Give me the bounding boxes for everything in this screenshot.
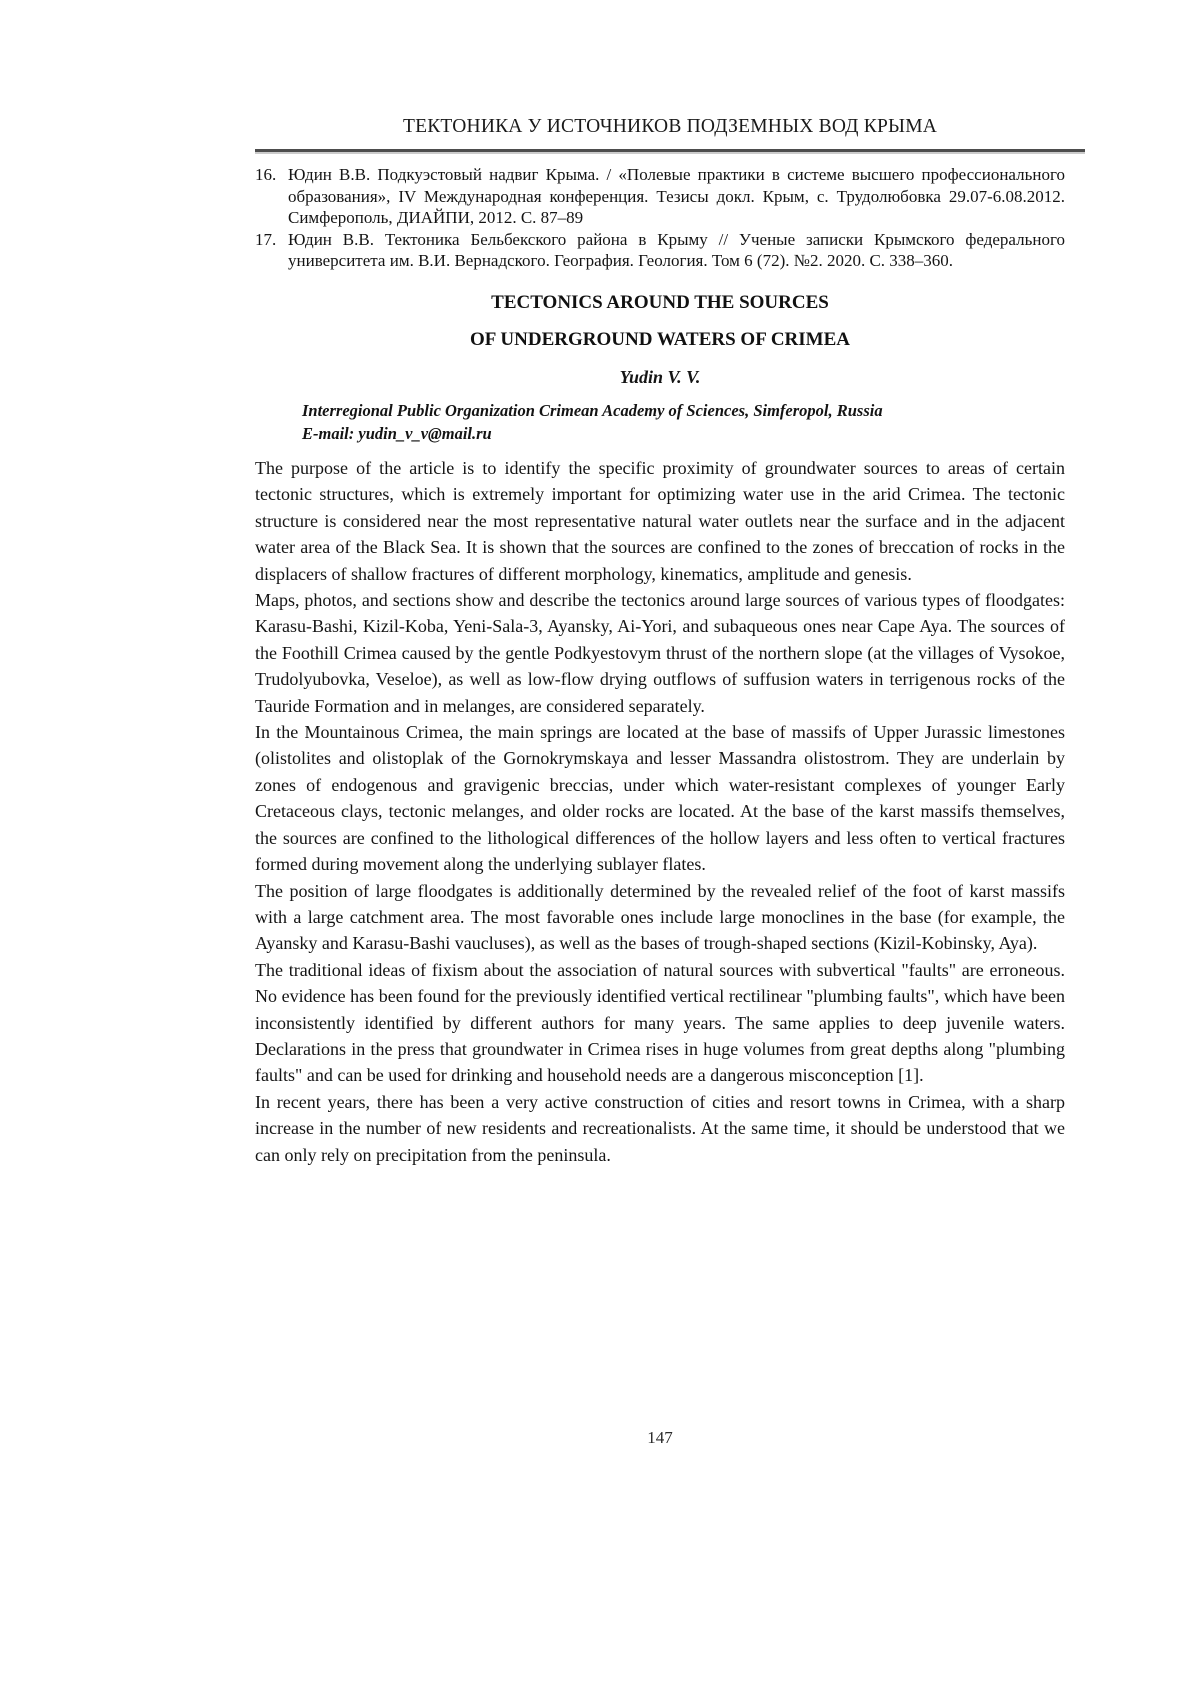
page-number: 147 bbox=[647, 1428, 673, 1447]
reference-number: 17. bbox=[255, 229, 277, 249]
paragraph: In the Mountainous Crimea, the main springs are located at the base of massifs of Upper Jurassic limestones (olistolites and olistoplak of the Gornokrymskaya and lesser Massandra olistostrom. They are underlain by zones of endogenous and gravigenic breccias, under which water-resistant complexes of younger Early Cretaceous clays, tectonic melanges, and older rocks are located. At the base of the karst massifs themselves, the sources are confined to the lithological differences of the hollow layers and less often to vertical fractures formed during movement along the underlying sublayer flates. bbox=[255, 722, 1065, 875]
running-head: ТЕКТОНИКА У ИСТОЧНИКОВ ПОДЗЕМНЫХ ВОД КРЫМА bbox=[402, 116, 938, 137]
reference-text: Юдин В.В. Подкуэстовый надвиг Крыма. / «Полевые практики в системе высшего профессионального образования», IV Международная конференция. Тезисы докл. Крым, с. Трудолюбовка 29.07-6.08.2012. Симферополь, ДИАЙПИ, 2012. С. 87–89 bbox=[288, 165, 1065, 228]
paragraph: In recent years, there has been a very active construction of cities and resort towns in Crimea, with a sharp increase in the number of new residents and recreationalists. At the same time, it should be understood that we can only rely on precipitation from the peninsula. bbox=[255, 1091, 1065, 1165]
reference-text: Юдин В.В. Тектоника Бельбекского района в Крыму // Ученые записки Крымского федерального университета им. В.И. Вернадского. География. Геология. Том 6 (72). №2. 2020. С. 338–360. bbox=[288, 229, 1065, 271]
paragraph: The purpose of the article is to identify the specific proximity of groundwater sources to areas of certain tectonic structures, which is extremely important for optimizing water use in the arid Crimea. The tectonic structure is considered near the most representative natural water outlets near the surface and in the adjacent water area of the Black Sea. It is shown that the sources are confined to the zones of breccation of rocks in the displacers of shallow fractures of different morphology, kinematics, amplitude and genesis. bbox=[255, 458, 1065, 584]
reference-number: 16. bbox=[255, 165, 277, 184]
reference-item bbox=[255, 164, 1065, 229]
affiliation-block bbox=[302, 399, 1065, 445]
article-email: E-mail: yudin_v_v@mail.ru bbox=[302, 424, 492, 443]
paragraph: Maps, photos, and sections show and describe the tectonics around large sources of various types of floodgates: Karasu-Bashi, Kizil-Koba, Yeni-Sala-3, Ayansky, Ai-Yori, and subaqueous ones near Cape Aya. The sources of the Foothill Crimea caused by the gentle Podkyestovym thrust of the northern slope (at the villages of Vysokoe, Trudolyubovka, Veseloe), as well as low-flow drying outflows of suffusion waters in terrigenous rocks of the Tauride Formation and in melanges, are considered separately. bbox=[255, 590, 1065, 716]
article-title-line2: OF UNDERGROUND WATERS OF CRIMEA bbox=[469, 329, 851, 350]
header-rule bbox=[255, 149, 1085, 152]
paragraph: The traditional ideas of fixism about the association of natural sources with subvertical "faults" are erroneous. No evidence has been found for the previously identified vertical rectilinear "plumbing faults", which have been inconsistently identified by different authors for many years. The same applies to deep juvenile waters. Declarations in the press that groundwater in Crimea rises in huge volumes from great depths along "plumbing faults" and can be used for drinking and household needs are a dangerous misconception [1]. bbox=[255, 959, 1065, 1086]
article-title-line1: TECTONICS AROUND THE SOURCES bbox=[491, 292, 829, 313]
reference-item bbox=[255, 229, 1065, 272]
article-author: Yudin V. V. bbox=[619, 367, 701, 387]
paragraph: The position of large floodgates is additionally determined by the revealed relief of the foot of karst massifs with a large catchment area. The most favorable ones include large monoclines in the base (for example, the Ayansky and Karasu-Bashi vaucluses), as well as the bases of trough-shaped sections (Kizil-Kobinsky, Aya). bbox=[255, 880, 1065, 954]
article-affiliation: Interregional Public Organization Crimean Academy of Sciences, Simferopol, Russia bbox=[302, 401, 883, 420]
abstract-body bbox=[255, 455, 1065, 1168]
reference-list bbox=[255, 164, 1065, 272]
